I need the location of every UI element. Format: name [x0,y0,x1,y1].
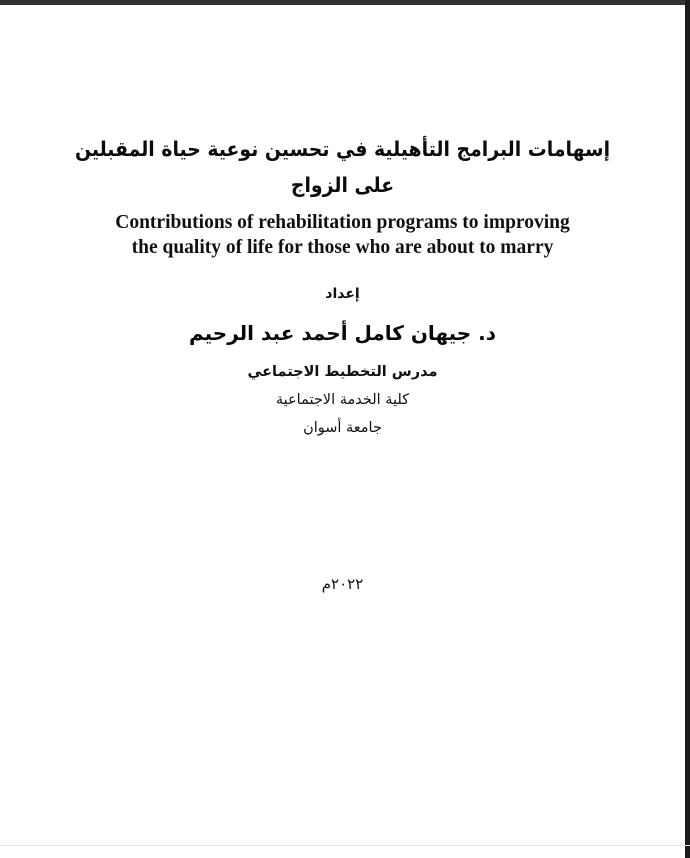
author-name: د. جيهان كامل أحمد عبد الرحيم [188,321,497,345]
page-title-english-line-1: Contributions of rehabilitation programs to improving [115,212,570,233]
page-title-arabic-line-2: على الزواج [290,173,395,197]
page-title-arabic-line-1: إسهامات البرامج التأهيلية في تحسين نوعية حياة المقبلين [74,137,611,161]
title-page-content [0,5,685,858]
affiliation-faculty: كلية الخدمة الاجتماعية [275,392,410,408]
publication-year: ٢٠٢٢م [321,575,364,593]
prepared-by-label: إعداد [325,286,360,302]
page-title-english-line-2: the quality of life for those who are about to marry [131,237,554,258]
page-title-arabic [0,131,685,203]
scan-edge-right [685,0,690,858]
author-affiliations [0,358,685,442]
affiliation-university: جامعة أسوان [303,420,382,436]
page-title-english [0,210,685,260]
affiliation-position: مدرس التخطيط الاجتماعي [247,364,438,380]
